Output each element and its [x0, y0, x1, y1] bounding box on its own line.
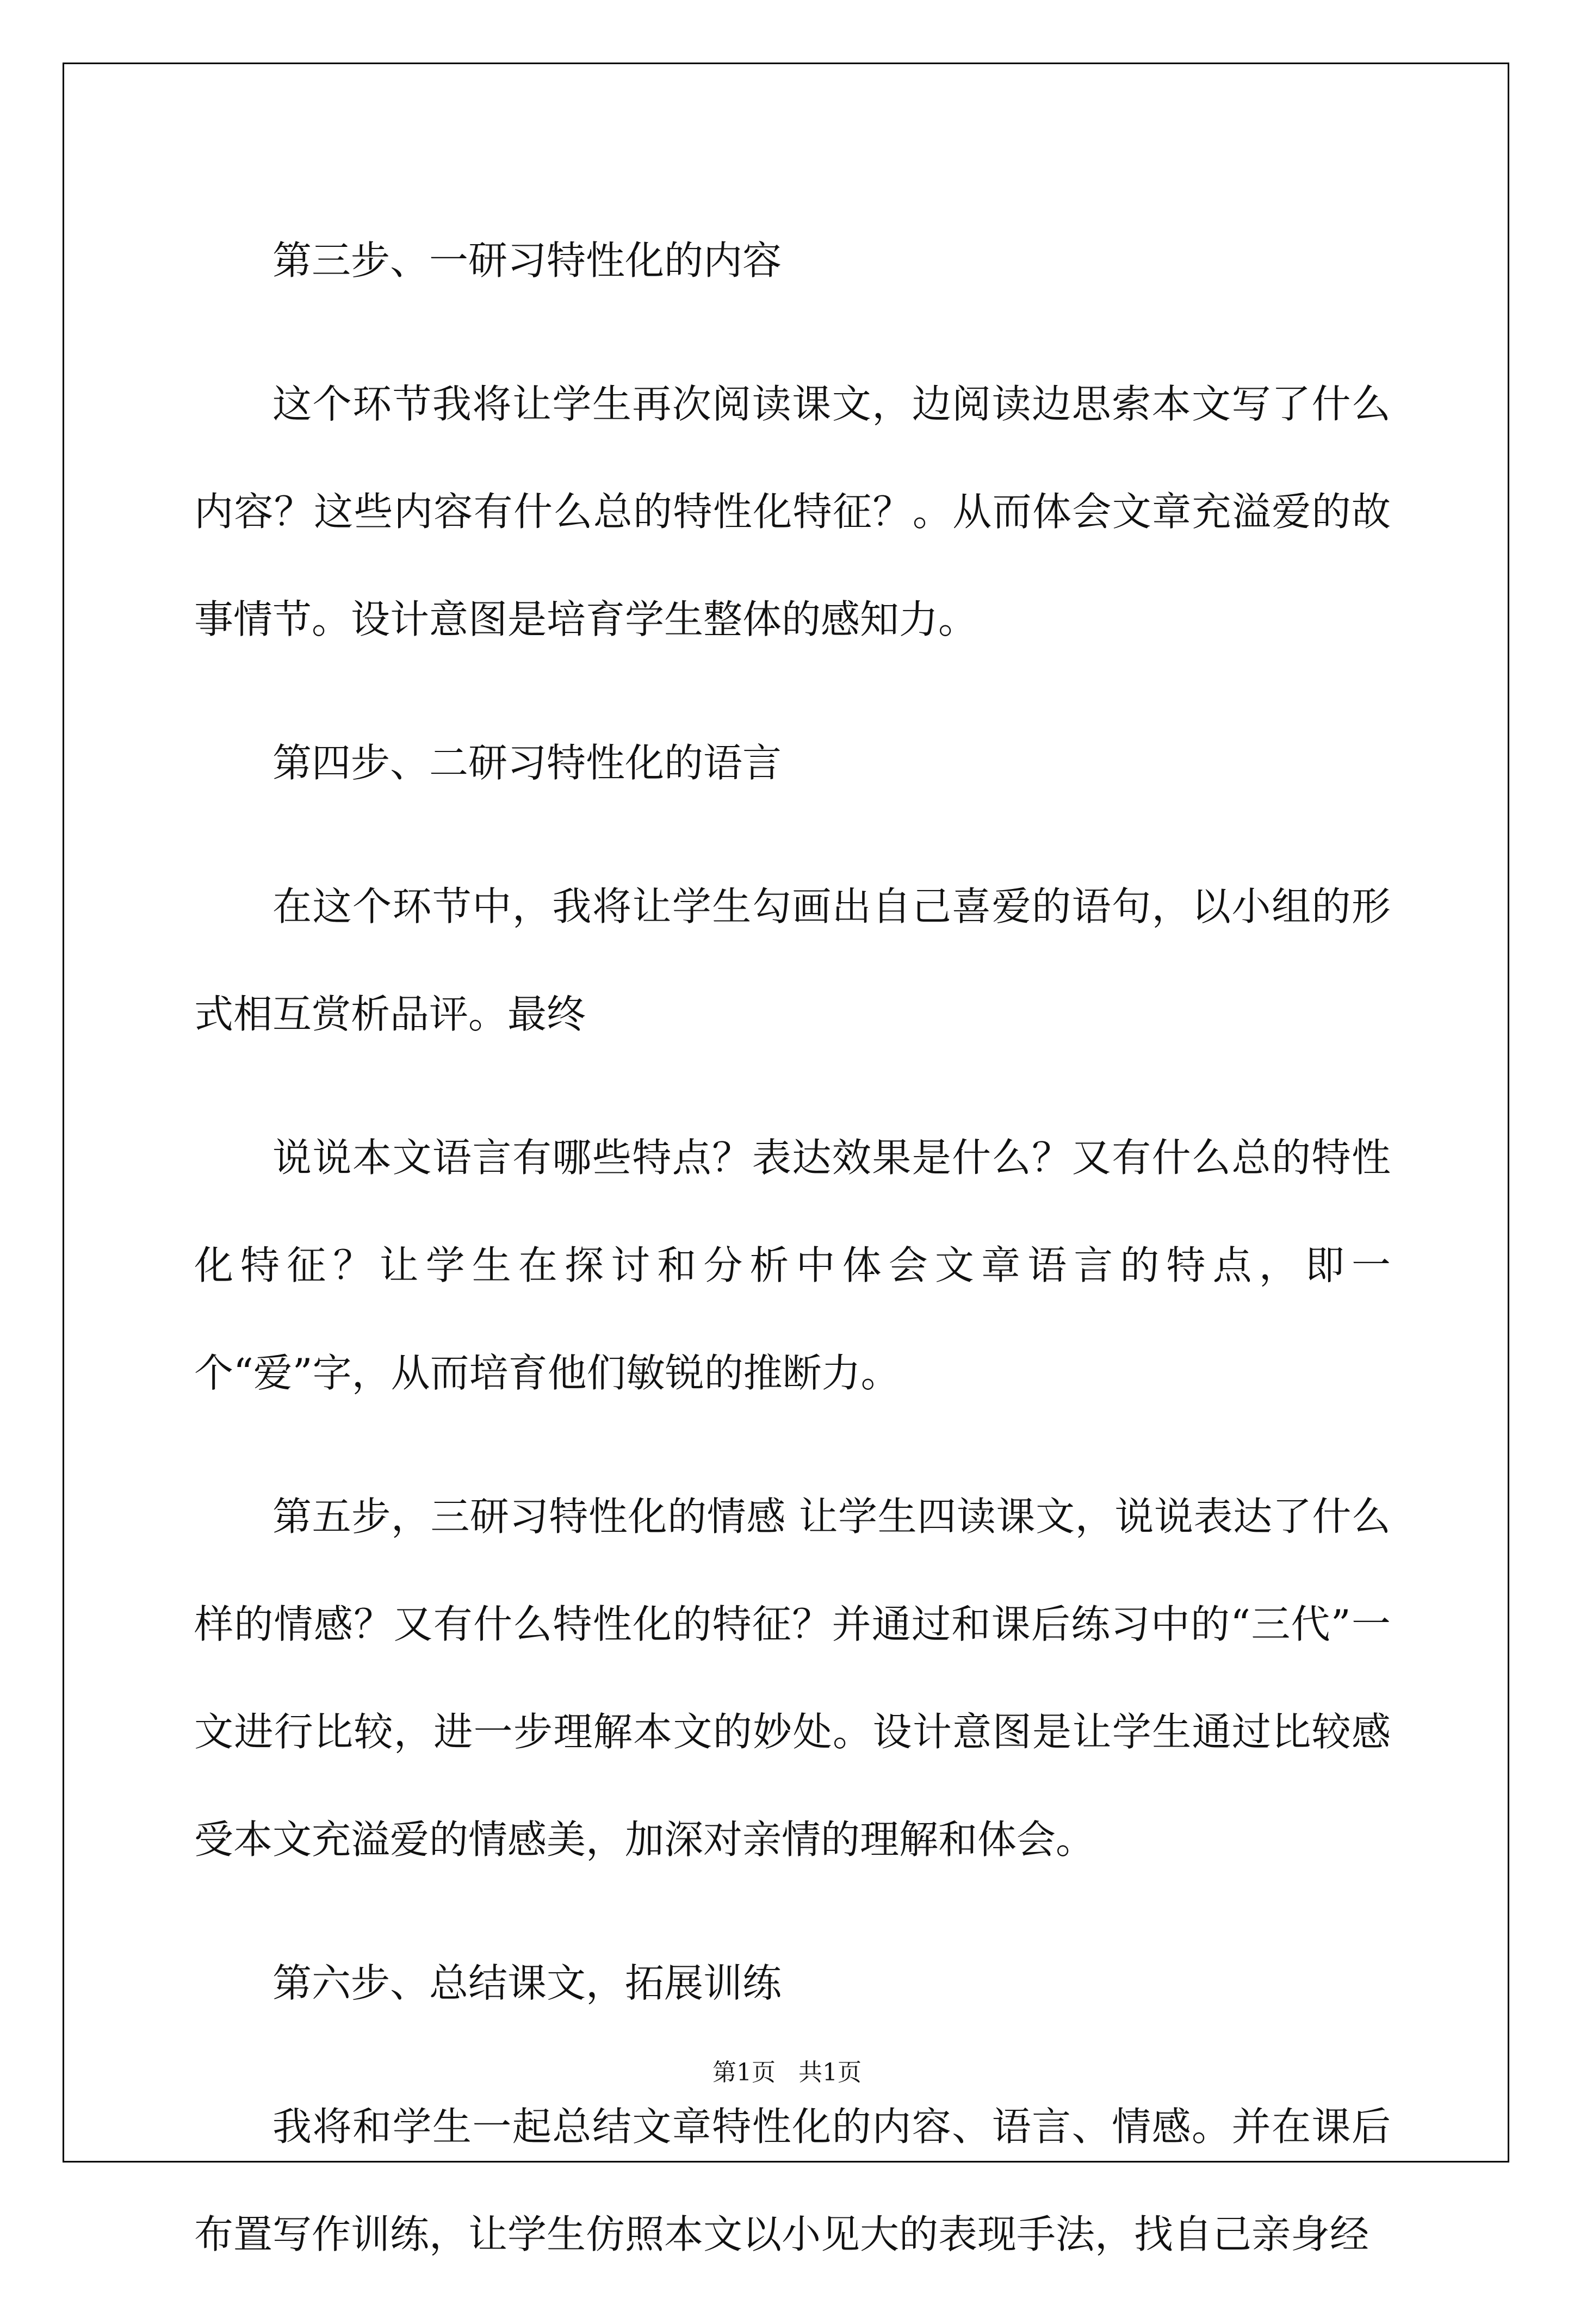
step-five-paragraph: 第五步，三研习特性化的情感 让学生四读课文，说说表达了什么样的情感？又有什么特性化的特征？并通过和课后练习中的“三代”一文进行比较，进一步理解本文的妙处。设计意图是让学生通过比较感受本文充溢爱的情感美，加深对亲情的理解和体会。: [194, 1494, 1391, 1862]
step-four-paragraph: 在这个环节中，我将让学生勾画出自己喜爱的语句，以小组的形式相互赏析品评。最终: [194, 884, 1391, 1037]
step-six-paragraph: 我将和学生一起总结文章特性化的内容、语言、情感。并在课后布置写作训练，让学生仿照本文以小见大的表现手法，找自己亲身经: [194, 2104, 1391, 2257]
page-number-footer: 第1页 共1页: [712, 2059, 862, 2086]
document-body: [194, 207, 1391, 2324]
language-features-paragraph: 说说本文语言有哪些特点？表达效果是什么？又有什么总的特性化特征？让学生在探讨和分析中体会文章语言的特点，即一个“爱”字，从而培育他们敏锐的推断力。: [194, 1135, 1391, 1396]
step-four-heading: 第四步、二研习特性化的语言: [272, 740, 782, 786]
step-six-heading: 第六步、总结课文，拓展训练: [272, 1960, 782, 2006]
step-three-paragraph: 这个环节我将让学生再次阅读课文，边阅读边思索本文写了什么内容？这些内容有什么总的特性化特征？。从而体会文章充溢爱的故事情节。设计意图是培育学生整体的感知力。: [194, 381, 1391, 642]
step-three-heading: 第三步、一研习特性化的内容: [272, 238, 782, 283]
